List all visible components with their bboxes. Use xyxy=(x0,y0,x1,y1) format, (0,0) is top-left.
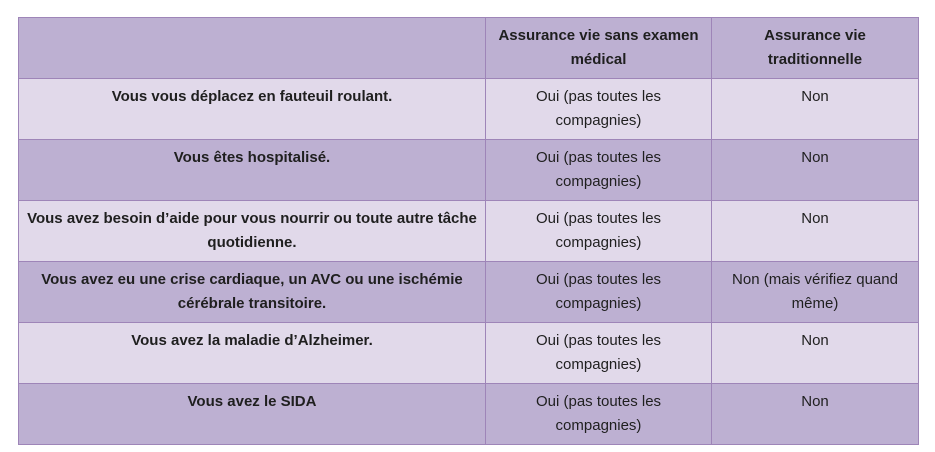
traditional-cell: Non xyxy=(712,140,919,201)
condition-cell: Vous avez le SIDA xyxy=(19,384,486,445)
header-row xyxy=(19,18,919,79)
condition-cell: Vous êtes hospitalisé. xyxy=(19,140,486,201)
no-exam-cell: Oui (pas toutes les compagnies) xyxy=(486,79,712,140)
header-condition xyxy=(19,18,486,79)
condition-cell: Vous avez la maladie d’Alzheimer. xyxy=(19,323,486,384)
traditional-cell: Non xyxy=(712,79,919,140)
comparison-table-container xyxy=(18,17,918,445)
table-row xyxy=(19,323,919,384)
no-exam-cell: Oui (pas toutes les compagnies) xyxy=(486,201,712,262)
traditional-cell: Non xyxy=(712,384,919,445)
table-row xyxy=(19,384,919,445)
condition-cell: Vous avez eu une crise cardiaque, un AVC ou une ischémie cérébrale transitoire. xyxy=(19,262,486,323)
condition-cell: Vous avez besoin d’aide pour vous nourrir ou toute autre tâche quotidienne. xyxy=(19,201,486,262)
traditional-cell: Non xyxy=(712,201,919,262)
table-row xyxy=(19,79,919,140)
table-row xyxy=(19,262,919,323)
header-traditional-insurance: Assurance vie traditionnelle xyxy=(712,18,919,79)
table-row xyxy=(19,201,919,262)
no-exam-cell: Oui (pas toutes les compagnies) xyxy=(486,262,712,323)
table-body xyxy=(19,79,919,445)
comparison-table xyxy=(18,17,919,445)
no-exam-cell: Oui (pas toutes les compagnies) xyxy=(486,323,712,384)
no-exam-cell: Oui (pas toutes les compagnies) xyxy=(486,140,712,201)
traditional-cell: Non xyxy=(712,323,919,384)
condition-cell: Vous vous déplacez en fauteuil roulant. xyxy=(19,79,486,140)
traditional-cell: Non (mais vérifiez quand même) xyxy=(712,262,919,323)
table-header xyxy=(19,18,919,79)
header-no-exam-insurance: Assurance vie sans examen médical xyxy=(486,18,712,79)
table-row xyxy=(19,140,919,201)
no-exam-cell: Oui (pas toutes les compagnies) xyxy=(486,384,712,445)
